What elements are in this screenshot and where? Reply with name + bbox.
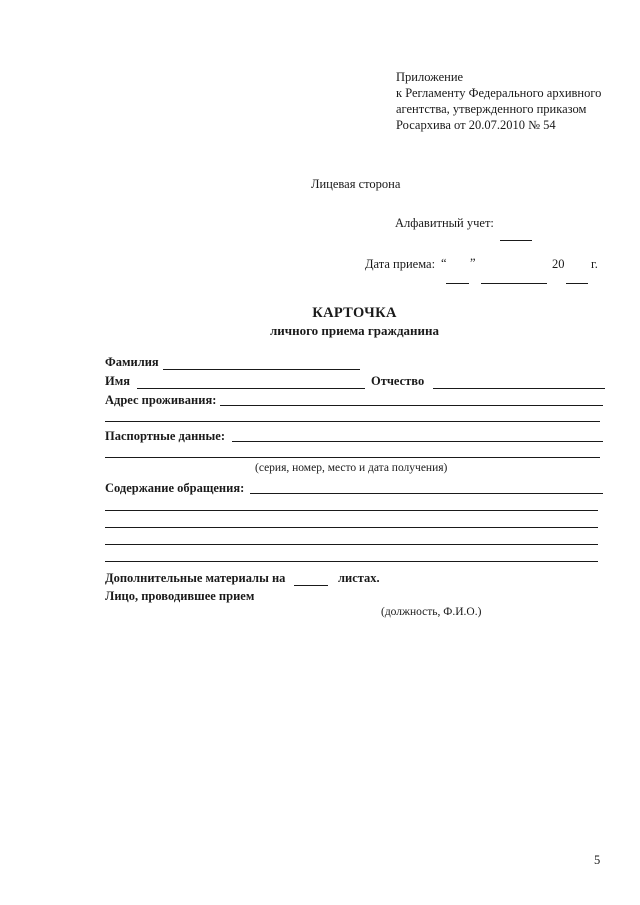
alphabet-account-label: Алфавитный учет: [395, 216, 494, 230]
content-label: Содержание обращения: [105, 481, 245, 495]
surname-line [163, 369, 360, 370]
date-year-line [566, 283, 588, 284]
content-line-1 [250, 493, 603, 494]
passport-label: Паспортные данные: [105, 429, 225, 443]
content-line-2 [105, 510, 598, 511]
official-label: Лицо, проводившее прием [105, 589, 255, 603]
card-subtitle: личного приема гражданина [269, 323, 440, 338]
appendix-line-1: Приложение [396, 70, 464, 84]
card-title: КАРТОЧКА [312, 305, 397, 321]
passport-line-1 [232, 441, 603, 442]
content-line-5 [105, 561, 598, 562]
passport-line-2 [105, 457, 600, 458]
address-line-1 [220, 405, 603, 406]
address-line-2 [105, 421, 600, 422]
appendix-line-3: агентства, утвержденного приказом [396, 102, 587, 116]
date-close-quote: ” [470, 256, 476, 270]
side-label: Лицевая сторона [311, 177, 401, 191]
date-label: Дата приема: [365, 257, 436, 271]
content-line-4 [105, 544, 598, 545]
date-month-line [481, 283, 547, 284]
name-label: Имя [105, 374, 130, 388]
appendix-line-4: Росархива от 20.07.2010 № 54 [396, 118, 556, 132]
appendix-line-2: к Регламенту Федерального архивного [396, 86, 602, 100]
alphabet-account-line [500, 240, 532, 241]
date-open-quote: “ [441, 256, 447, 270]
date-year-suffix: г. [591, 257, 598, 271]
page-number: 5 [594, 853, 601, 867]
extra-materials-line [294, 585, 328, 586]
extra-materials-label: Дополнительные материалы на [105, 571, 286, 585]
address-label: Адрес проживания: [105, 393, 217, 407]
patronymic-label: Отчество [371, 374, 425, 388]
date-year-prefix: 20 [552, 257, 565, 271]
passport-hint: (серия, номер, место и дата получения) [255, 462, 448, 474]
name-line [137, 388, 365, 389]
date-day-line [446, 283, 469, 284]
official-hint: (должность, Ф.И.О.) [381, 606, 482, 618]
patronymic-line [433, 388, 605, 389]
content-line-3 [105, 527, 598, 528]
extra-materials-suffix: листах. [338, 571, 380, 585]
surname-label: Фамилия [105, 355, 159, 369]
